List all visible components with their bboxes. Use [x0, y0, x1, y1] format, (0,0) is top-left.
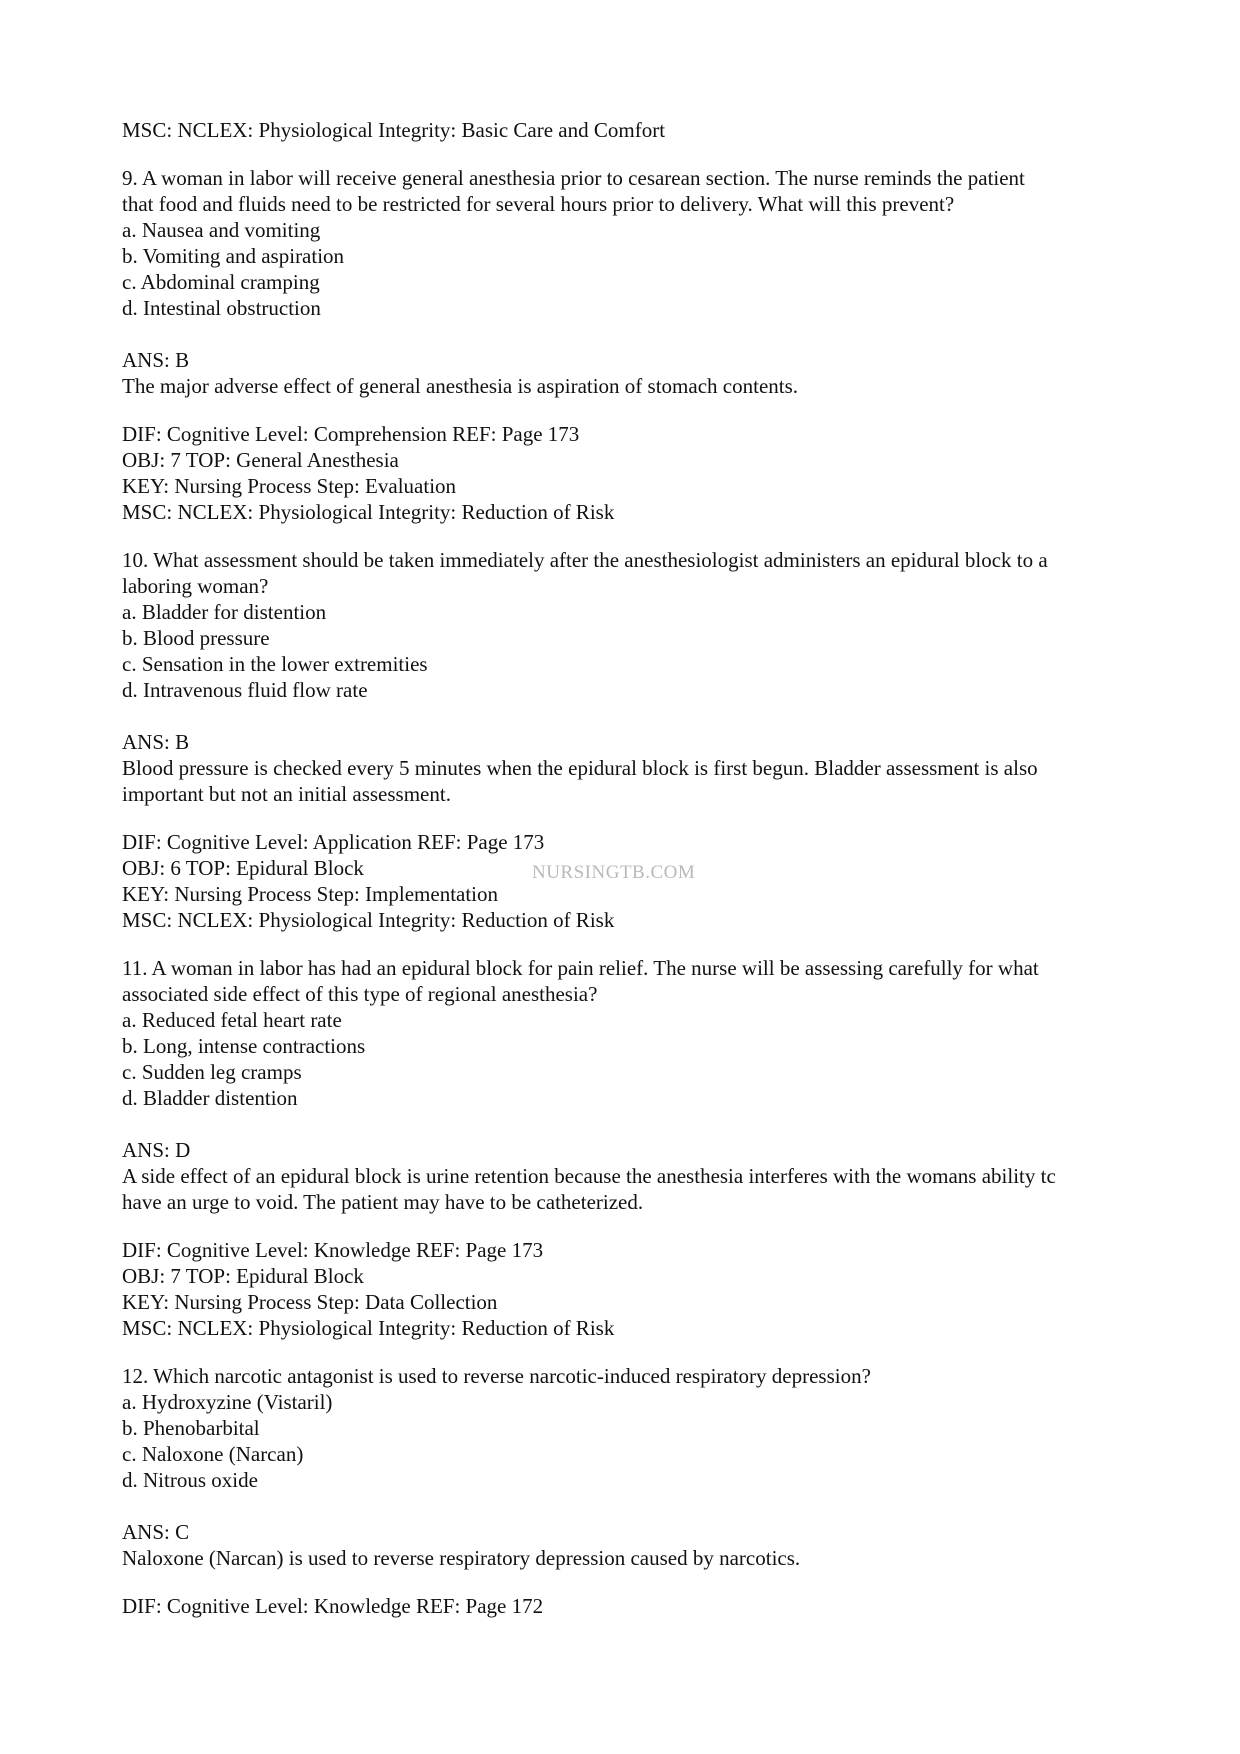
- answer: ANS: B: [122, 730, 190, 754]
- option-d: d. Intestinal obstruction: [122, 296, 321, 320]
- option-d: d. Nitrous oxide: [122, 1468, 258, 1492]
- option-b: b. Long, intense contractions: [122, 1034, 366, 1058]
- question-11-stem: associated side effect of this type of regional anesthesia?: [122, 982, 598, 1006]
- meta-dif: DIF: Cognitive Level: Knowledge REF: Page 173: [122, 1238, 544, 1262]
- option-a: a. Bladder for distention: [122, 600, 327, 624]
- question-11-stem: 11. A woman in labor has had an epidural block for pain relief. The nurse will be assessing carefully for what: [122, 956, 1039, 980]
- question-10-stem: laboring woman?: [122, 574, 269, 598]
- answer: ANS: C: [122, 1520, 190, 1544]
- question-9-stem: 9. A woman in labor will receive general anesthesia prior to cesarean section. The nurse reminds the patient: [122, 166, 1025, 190]
- meta-dif: DIF: Cognitive Level: Knowledge REF: Page 172: [122, 1594, 544, 1618]
- meta-msc: MSC: NCLEX: Physiological Integrity: Reduction of Risk: [122, 908, 615, 932]
- rationale: A side effect of an epidural block is urine retention because the anesthesia interferes with the womans ability tc: [122, 1164, 1056, 1188]
- option-c: c. Abdominal cramping: [122, 270, 320, 294]
- meta-dif: DIF: Cognitive Level: Application REF: Page 173: [122, 830, 545, 854]
- meta-key: KEY: Nursing Process Step: Evaluation: [122, 474, 457, 498]
- meta-key: KEY: Nursing Process Step: Data Collection: [122, 1290, 498, 1314]
- option-d: d. Bladder distention: [122, 1086, 298, 1110]
- rationale: Blood pressure is checked every 5 minutes when the epidural block is first begun. Bladder assessment is also: [122, 756, 1038, 780]
- option-a: a. Hydroxyzine (Vistaril): [122, 1390, 333, 1414]
- meta-obj: OBJ: 7 TOP: General Anesthesia: [122, 448, 399, 472]
- option-a: a. Nausea and vomiting: [122, 218, 321, 242]
- meta-key: KEY: Nursing Process Step: Implementation: [122, 882, 499, 906]
- text-line: MSC: NCLEX: Physiological Integrity: Basic Care and Comfort: [122, 118, 666, 142]
- option-a: a. Reduced fetal heart rate: [122, 1008, 342, 1032]
- option-c: c. Sudden leg cramps: [122, 1060, 302, 1084]
- option-c: c. Sensation in the lower extremities: [122, 652, 428, 676]
- watermark: NURSINGTB.COM: [532, 862, 696, 883]
- answer: ANS: D: [122, 1138, 191, 1162]
- option-b: b. Vomiting and aspiration: [122, 244, 345, 268]
- meta-obj: OBJ: 6 TOP: Epidural Block: [122, 856, 364, 880]
- question-9-stem: that food and fluids need to be restricted for several hours prior to delivery. What will this prevent?: [122, 192, 955, 216]
- meta-obj: OBJ: 7 TOP: Epidural Block: [122, 1264, 364, 1288]
- rationale: important but not an initial assessment.: [122, 782, 451, 806]
- answer: ANS: B: [122, 348, 190, 372]
- question-12-stem: 12. Which narcotic antagonist is used to reverse narcotic-induced respiratory depression?: [122, 1364, 871, 1388]
- meta-msc: MSC: NCLEX: Physiological Integrity: Reduction of Risk: [122, 500, 615, 524]
- option-d: d. Intravenous fluid flow rate: [122, 678, 368, 702]
- rationale: Naloxone (Narcan) is used to reverse respiratory depression caused by narcotics.: [122, 1546, 801, 1570]
- meta-dif: DIF: Cognitive Level: Comprehension REF: Page 173: [122, 422, 580, 446]
- rationale: have an urge to void. The patient may have to be catheterized.: [122, 1190, 644, 1214]
- option-c: c. Naloxone (Narcan): [122, 1442, 304, 1466]
- meta-msc: MSC: NCLEX: Physiological Integrity: Reduction of Risk: [122, 1316, 615, 1340]
- option-b: b. Blood pressure: [122, 626, 270, 650]
- rationale: The major adverse effect of general anesthesia is aspiration of stomach contents.: [122, 374, 799, 398]
- question-10-stem: 10. What assessment should be taken immediately after the anesthesiologist administers an epidural block to a: [122, 548, 1048, 572]
- option-b: b. Phenobarbital: [122, 1416, 260, 1440]
